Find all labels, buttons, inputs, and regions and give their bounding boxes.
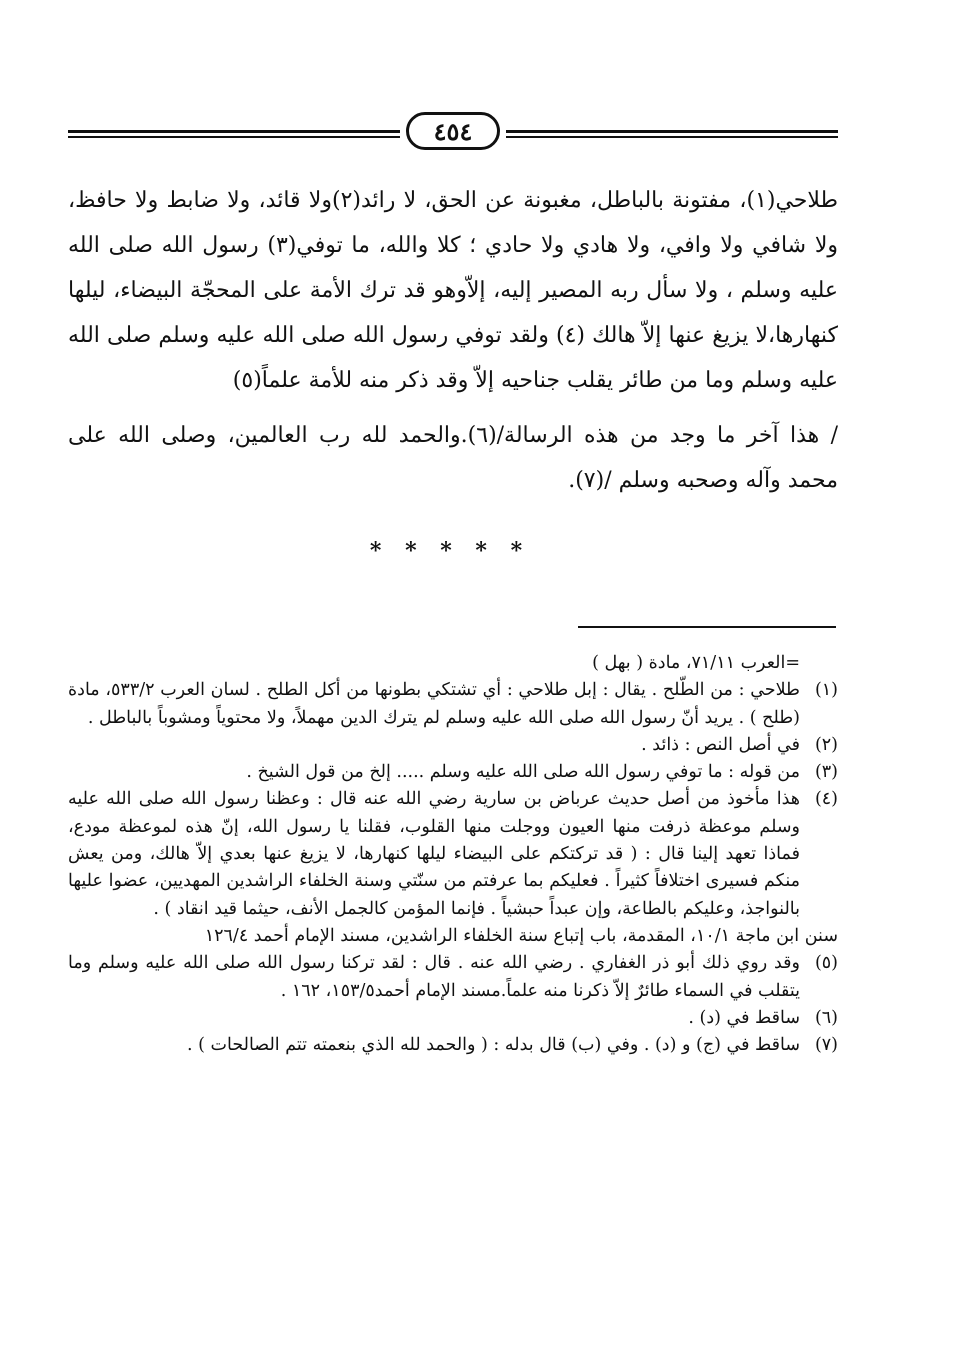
footnote-4 <box>68 786 838 922</box>
footnote-text: هذا مأخوذ من أصل حديث عرباض بن سارية رضي الله عنه قال : وعظنا رسول الله صلى الله عليه وسلم موعظة ذرفت منها العيون ووجلت منها القلوب، فقلنا يا رسول الله، إنّ هذه لموعظة مودع، فماذا تعهد إلينا قال : ( قد تركتكم على البيضاء ليلها كنهارها، لا يزيغ عنها بعدي إلاّ هالك، ومن يعش منكم فسيرى اختلافاً كثيراً . فعليكم بما عرفتم من سنّتي وسنة الخلفاء الراشدين المهديين، عضوا عليها بالنواجذ، وعليكم بالطاعة، وإن عبداً حبشياً . فإنما المؤمن كالجمل الأنف، حيثما قيد انقاد ) . <box>68 789 800 919</box>
footnote-text: ساقط في (د) . <box>688 1007 800 1028</box>
page-header <box>68 110 838 154</box>
footnote-1 <box>68 677 838 732</box>
header-rule-right <box>506 130 838 139</box>
footnote-text: من قوله : ما توفي رسول الله صلى الله عليه وسلم ..... إلخ من قول الشيخ . <box>246 762 800 783</box>
footnote-number: (٧) <box>814 1035 838 1056</box>
body-paragraph-2: / هذا آخر ما وجد من هذه الرسالة/(٦).والحمد لله رب العالمين، وصلى الله على محمد وآله وصحبه وسلم /(٧). <box>68 423 838 493</box>
page-number: ٤٥٤ <box>406 112 500 150</box>
header-rule-left <box>68 130 400 139</box>
footnote-4-source: سنن ابن ماجة ١٠/١، المقدمة، باب إتباع سنة الخلفاء الراشدين، مسند الإمام أحمد ١٢٦/٤ <box>204 925 838 946</box>
footnote-separator-line <box>578 626 836 628</box>
footnote-text: ساقط في (ج) و (د) . وفي (ب) قال بدله : ( والحمد لله الذي بنعمته تتم الصالحات ) . <box>187 1035 800 1056</box>
footnote-2 <box>68 732 838 759</box>
footnote-5 <box>68 950 838 1005</box>
footnote-number: (٢) <box>814 734 838 755</box>
footnote-number: (٥) <box>814 953 838 974</box>
footnote-number: (١) <box>814 680 838 701</box>
footnote-text: وقد روي ذلك أبو ذر الغفاري . رضي الله عنه . قال : لقد تركنا رسول الله صلى الله عليه وسلم وما يتقلب في السماء طائرٌ إلاّ ذكرنا منه علماً.مسند الإمام أحمد١٥٣/٥، ١٦٢ . <box>68 953 800 1001</box>
footnote-text: طلاحي : من الطّلح . يقال : إبل طلاحي : أي تشتكي بطونها من أكل الطلح . لسان العرب ٥٣٣/٢، مادة (طلح ) . يريد أنّ رسول الله صلى الله عليه وسلم لم يترك الدين مهملاً، ولا محتوياً ومشوباً بالباطل . <box>68 680 800 728</box>
footnotes <box>68 650 838 1059</box>
body-paragraph-1: طلاحي(١)، مفتونة بالباطل، مغبونة عن الحق، لا رائد(٢)ولا قائد، ولا ضابط ولا حافظ، ولا شافي ولا وافي، ولا هادي ولا حادي ؛ كلا والله، ما توفي(٣) رسول الله صلى الله عليه وسلم ، ولا سأل ربه المصير إليه، إلاّوهو قد ترك الأمة على المحجّة البيضاء، ليلها كنهارها،لا يزيغ عنها إلاّ هالك (٤) ولقد توفي رسول الله صلى الله عليه وسلم صلى الله عليه وسلم وما من طائر يقلب جناحيه إلاّ وقد ذكر منه للأمة علماً(٥) <box>68 188 839 393</box>
footnote-text: في أصل النص : ذائد . <box>641 734 800 755</box>
section-separator: * * * * * <box>369 538 531 564</box>
footnote-number: (٤) <box>814 789 838 810</box>
footnote-7 <box>68 1032 838 1059</box>
main-text <box>68 178 838 503</box>
footnote-3 <box>68 759 838 786</box>
footnote-number: (٦) <box>814 1007 838 1028</box>
footnote-continuation: =العرب ٧١/١١، مادة ( بهل ) <box>592 653 800 673</box>
footnote-6 <box>68 1005 838 1032</box>
footnote-number: (٣) <box>814 762 838 783</box>
